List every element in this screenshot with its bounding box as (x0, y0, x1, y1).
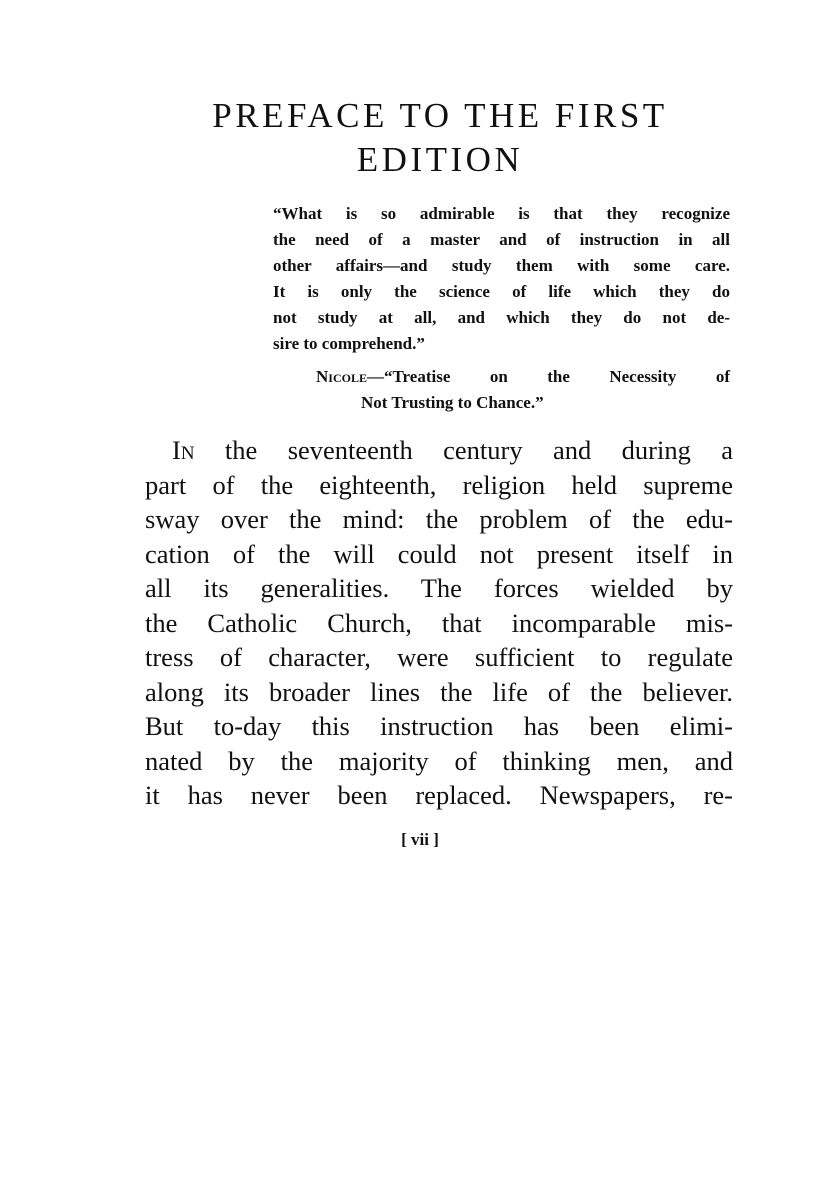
epigraph-line: sire to comprehend.” (273, 334, 425, 353)
attribution-author: Nicole (316, 367, 367, 386)
page-title-line-1: PREFACE TO THE FIRST (212, 96, 668, 135)
attribution-work-title-part-2: Not Trusting to Chance.” (361, 393, 544, 412)
page-title-line-2: EDITION (356, 140, 524, 179)
epigraph-line: other affairs—and study them with some care. (273, 256, 730, 275)
epigraph-attribution (316, 364, 730, 416)
epigraph-line: It is only the science of life which they do (273, 282, 730, 301)
body-line-text: the seventeenth century and during a (194, 435, 733, 465)
attribution-work-title-part-1: —“Treatise on the Necessity of (366, 367, 730, 386)
body-line: it has never been replaced. Newspapers, re- (145, 780, 733, 810)
body-line: cation of the will could not present itself in (145, 538, 733, 569)
body-paragraph (145, 433, 733, 813)
body-line: But to-day this instruction has been elimi- (145, 711, 733, 741)
body-line: part of the eighteenth, religion held supreme (145, 469, 733, 500)
body-line (145, 433, 733, 468)
body-line: tress of character, were sufficient to regulate (145, 642, 733, 672)
body-line: the Catholic Church, that incomparable mis- (145, 607, 733, 638)
epigraph-line: “What is so admirable is that they recognize (273, 204, 730, 223)
body-line: sway over the mind: the problem of the edu- (145, 504, 733, 534)
drop-lead-word: In (172, 435, 195, 465)
epigraph-line: not study at all, and which they do not de- (273, 308, 730, 327)
epigraph-quote (273, 201, 730, 357)
epigraph-line: the need of a master and of instruction in all (273, 230, 730, 249)
page-number: [ vii ] (401, 830, 439, 849)
body-line: all its generalities. The forces wielded by (145, 573, 733, 603)
body-line: nated by the majority of thinking men, and (145, 745, 733, 776)
body-line: along its broader lines the life of the believer. (145, 676, 733, 707)
attribution-line-1 (316, 364, 730, 390)
